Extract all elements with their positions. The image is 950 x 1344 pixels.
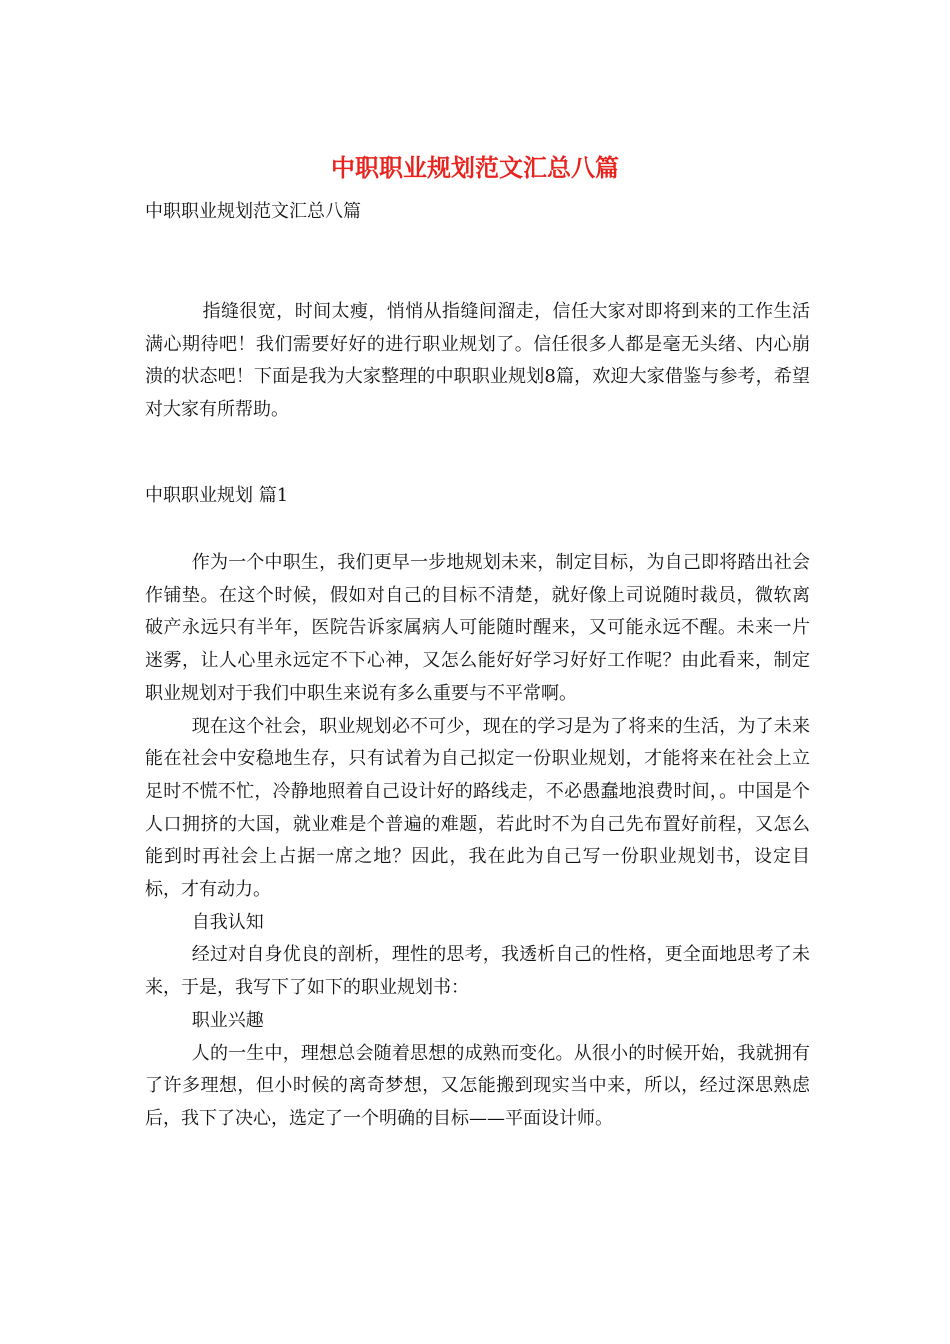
body-paragraph: 现在这个社会，职业规划必不可少，现在的学习是为了将来的生活，为了未来能在社会中安稳地生存，只有试着为自己拟定一份职业规划，才能将来在社会上立足时不慌不忙，冷静地照着自己设计好的路线走，不必愚蠢地浪费时间，。中国是个人口拥挤的大国，就业难是个普遍的难题，若此时不为自己先布置好前程，又怎么能到时再社会上占据一席之地？因此，我在此为自己写一份职业规划书，设定目标，才有动力。 bbox=[145, 715, 810, 901]
body-paragraph: 人的一生中，理想总会随着思想的成熟而变化。从很小的时候开始，我就拥有了许多理想，但小时候的离奇梦想，又怎能搬到现实当中来，所以，经过深思熟虑后，我下了决心，选定了一个明确的目标——平面设计师。 bbox=[145, 1042, 810, 1129]
intro-paragraph: 指缝很宽，时间太瘦，悄悄从指缝间溜走，信任大家对即将到来的工作生活满心期待吧！我们需要好好的进行职业规划了。信任很多人都是毫无头绪、内心崩溃的状态吧！下面是我为大家整理的中职职业规划8篇，欢迎大家借鉴与参考，希望对大家有所帮助。 bbox=[145, 301, 810, 420]
body-paragraph: 作为一个中职生，我们更早一步地规划未来，制定目标，为自己即将踏出社会作铺垫。在这个时候，假如对自己的目标不清楚，就好像上司说随时裁员，微软离破产永远只有半年，医院告诉家属病人可能随时醒来，又可能永远不醒。未来一片迷雾，让人心里永远定不下心神，又怎么能好好学习好好工作呢？由此看来，制定职业规划对于我们中职生来说有多么重要与不平常啊。 bbox=[145, 552, 810, 704]
document-title: 中职职业规划范文汇总八篇 bbox=[331, 153, 619, 182]
section-heading: 中职职业规划 篇1 bbox=[145, 485, 289, 506]
subheading-career-interest: 职业兴趣 bbox=[191, 1009, 264, 1031]
document-subtitle: 中职职业规划范文汇总八篇 bbox=[145, 201, 361, 222]
body-paragraph: 经过对自身优良的剖析，理性的思考，我透析自己的性格，更全面地思考了未来，于是，我写下了如下的职业规划书： bbox=[145, 944, 810, 999]
subheading-self-awareness: 自我认知 bbox=[191, 911, 264, 933]
section-body bbox=[145, 547, 810, 1136]
